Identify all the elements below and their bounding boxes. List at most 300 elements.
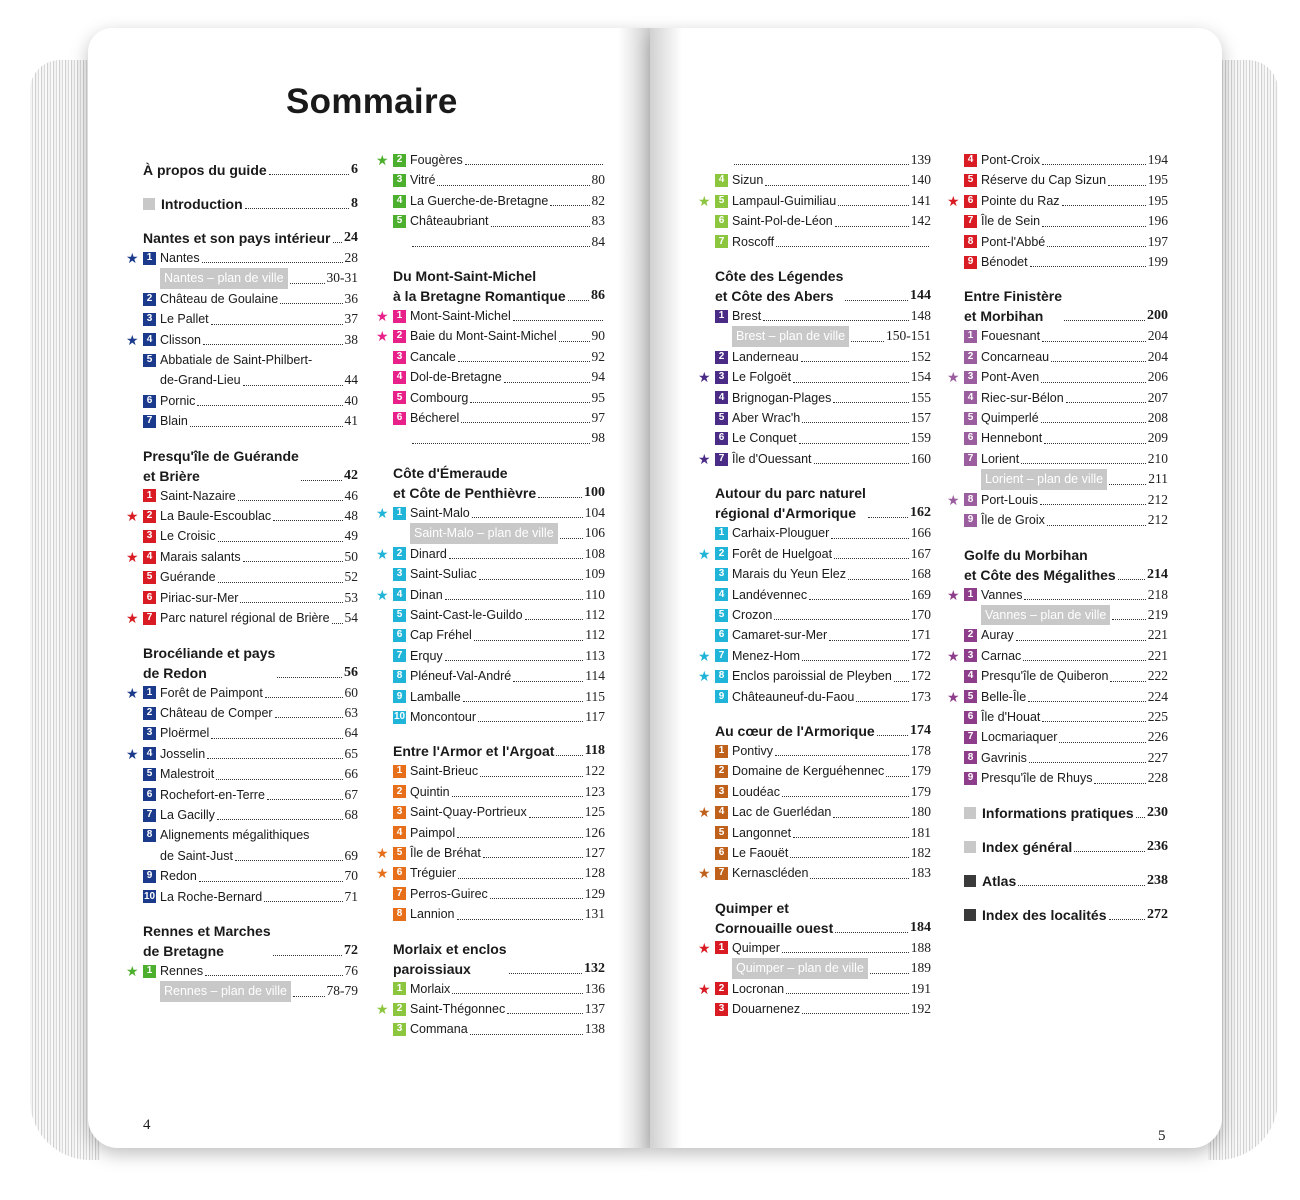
star-icon: ★ xyxy=(376,545,389,562)
dot-leader xyxy=(243,385,343,386)
toc-item[interactable] xyxy=(143,764,358,784)
page-ref: 212 xyxy=(1147,491,1168,507)
number-badge: 2 xyxy=(964,351,977,364)
number-badge: 2 xyxy=(143,293,156,306)
toc-item[interactable] xyxy=(964,347,1168,367)
dot-leader xyxy=(269,174,349,175)
toc-item[interactable] xyxy=(393,687,605,707)
toc-item[interactable] xyxy=(947,687,1168,707)
toc-item[interactable] xyxy=(947,585,1168,605)
toc-item[interactable] xyxy=(964,408,1168,428)
dot-leader xyxy=(265,697,343,698)
toc-item[interactable] xyxy=(698,979,931,999)
page-ref: 272 xyxy=(1147,906,1168,922)
page-ref: 219 xyxy=(1147,606,1168,622)
toc-item[interactable] xyxy=(698,863,931,883)
toc-item[interactable] xyxy=(964,252,1168,272)
page-ref: 94 xyxy=(591,369,605,385)
toc-item[interactable] xyxy=(964,707,1168,727)
item-title: Landévennec xyxy=(732,587,808,602)
page-ref: 63 xyxy=(344,704,358,720)
toc-item[interactable] xyxy=(947,646,1168,666)
page-ref: 192 xyxy=(910,1001,931,1016)
page-ref: 226 xyxy=(1147,729,1168,745)
dot-leader xyxy=(458,361,590,362)
toc-item[interactable] xyxy=(715,211,931,231)
item-title: Réserve du Cap Sizun xyxy=(981,173,1107,188)
star-icon: ★ xyxy=(126,548,139,565)
item-title: Marais du Yeun Elez xyxy=(732,567,846,582)
dot-leader xyxy=(483,857,583,858)
star-icon: ★ xyxy=(947,647,960,664)
item-title: Aber Wrac'h xyxy=(732,411,801,426)
page-ref: 90 xyxy=(591,328,605,344)
page-ref: 24 xyxy=(344,230,358,245)
number-badge: 2 xyxy=(143,707,156,720)
item-title: Langonnet xyxy=(732,825,792,840)
toc-item-continuation[interactable] xyxy=(715,150,931,170)
toc-item[interactable] xyxy=(143,350,358,370)
page-ref: 172 xyxy=(910,668,931,684)
number-badge: 4 xyxy=(143,747,156,760)
toc-section[interactable] xyxy=(715,721,931,741)
item-title: Gavrinis xyxy=(981,750,1027,765)
page-ref: 155 xyxy=(910,389,931,405)
toc-item[interactable] xyxy=(376,863,605,883)
toc-item[interactable] xyxy=(143,391,358,411)
page-ref: 76 xyxy=(344,962,358,978)
dot-leader xyxy=(1042,721,1145,722)
section-square-icon xyxy=(964,875,976,887)
toc-item[interactable] xyxy=(393,904,605,924)
city-map-item[interactable] xyxy=(715,958,931,978)
dot-leader xyxy=(886,776,909,777)
toc-item[interactable] xyxy=(393,347,605,367)
number-badge: 1 xyxy=(715,310,728,323)
number-badge: 5 xyxy=(715,826,728,839)
toc-item[interactable] xyxy=(715,823,931,843)
toc-section[interactable] xyxy=(964,871,1168,891)
number-badge: 8 xyxy=(964,751,977,764)
dot-leader xyxy=(765,185,908,186)
toc-item[interactable] xyxy=(143,723,358,743)
toc-item[interactable] xyxy=(376,503,605,523)
toc-item[interactable] xyxy=(715,585,931,605)
star-icon: ★ xyxy=(698,865,711,882)
toc-item[interactable] xyxy=(947,490,1168,510)
item-title: Pléneuf-Val-André xyxy=(410,669,512,684)
page-ref: 117 xyxy=(585,708,605,724)
toc-item[interactable] xyxy=(143,526,358,546)
star-icon: ★ xyxy=(947,369,960,386)
section-title: Brocéliande et pays de Redon xyxy=(143,644,276,681)
toc-item[interactable] xyxy=(964,748,1168,768)
toc-item[interactable] xyxy=(715,782,931,802)
city-map-item[interactable] xyxy=(393,523,605,543)
item-title: Le Faouët xyxy=(732,845,789,860)
toc-item[interactable] xyxy=(715,306,931,326)
city-map-label: Vannes – plan de ville xyxy=(981,605,1110,625)
city-map-item[interactable] xyxy=(143,268,358,288)
toc-item[interactable] xyxy=(715,843,931,863)
toc-section[interactable] xyxy=(143,194,358,214)
number-badge: 1 xyxy=(964,330,977,343)
dot-leader xyxy=(1018,885,1145,886)
toc-item[interactable] xyxy=(964,211,1168,231)
page-ref: 123 xyxy=(584,783,605,799)
dot-leader xyxy=(538,497,582,498)
page-ref: 126 xyxy=(584,824,605,840)
toc-item[interactable] xyxy=(715,999,931,1019)
toc-item[interactable] xyxy=(376,544,605,564)
section-title: Golfe du Morbihan et Côte des Mégalithes xyxy=(964,546,1116,583)
toc-item[interactable] xyxy=(715,523,931,543)
toc-item[interactable] xyxy=(143,567,358,587)
toc-item[interactable] xyxy=(715,347,931,367)
toc-item[interactable] xyxy=(698,938,931,958)
toc-item[interactable] xyxy=(126,683,358,703)
item-title: Forêt de Huelgoat xyxy=(732,546,833,561)
toc-item[interactable] xyxy=(393,823,605,843)
dot-leader xyxy=(457,837,583,838)
star-icon: ★ xyxy=(698,545,711,562)
toc-item[interactable] xyxy=(393,782,605,802)
toc-item[interactable] xyxy=(126,506,358,526)
toc-item[interactable] xyxy=(143,588,358,608)
toc-item[interactable] xyxy=(393,1019,605,1039)
toc-item[interactable] xyxy=(947,367,1168,387)
toc-item[interactable] xyxy=(964,727,1168,747)
star-icon: ★ xyxy=(126,331,139,348)
dot-leader xyxy=(461,422,589,423)
dot-leader xyxy=(458,878,583,879)
toc-item[interactable] xyxy=(143,805,358,825)
number-badge: 3 xyxy=(393,351,406,364)
dot-leader xyxy=(513,320,603,321)
toc-section[interactable] xyxy=(143,228,358,248)
toc-item[interactable] xyxy=(393,646,605,666)
toc-item[interactable] xyxy=(143,289,358,309)
item-title: Brignogan-Plages xyxy=(732,390,832,405)
toc-item[interactable] xyxy=(964,388,1168,408)
star-icon: ★ xyxy=(376,1001,389,1017)
toc-item[interactable] xyxy=(715,687,931,707)
toc-section[interactable] xyxy=(143,643,358,683)
page-ref: 160 xyxy=(910,450,931,466)
toc-item[interactable] xyxy=(143,703,358,723)
toc-section[interactable] xyxy=(964,837,1168,857)
toc-section[interactable] xyxy=(964,545,1168,585)
toc-item[interactable] xyxy=(715,408,931,428)
page-ref: 44 xyxy=(344,372,358,388)
toc-item[interactable] xyxy=(126,547,358,567)
item-title: Fougères xyxy=(410,153,463,167)
toc-item[interactable] xyxy=(964,428,1168,448)
number-badge: 2 xyxy=(393,1003,406,1016)
item-title: Saint-Pol-de-Léon xyxy=(732,214,833,229)
toc-item[interactable] xyxy=(126,608,358,628)
page-ref: 166 xyxy=(910,525,931,541)
page-title: Sommaire xyxy=(286,82,458,121)
toc-item[interactable] xyxy=(964,510,1168,530)
toc-item[interactable] xyxy=(143,887,358,907)
dot-leader xyxy=(478,721,583,722)
dot-leader xyxy=(1023,660,1145,661)
toc-item[interactable] xyxy=(376,843,605,863)
item-title: de Saint-Just xyxy=(160,848,233,863)
page-ref: 64 xyxy=(344,725,358,741)
toc-item[interactable] xyxy=(393,408,605,428)
toc-item[interactable] xyxy=(143,411,358,431)
dot-leader xyxy=(848,579,909,580)
toc-item[interactable] xyxy=(143,785,358,805)
page-ref: 188 xyxy=(910,939,931,955)
page-ref: 167 xyxy=(910,545,931,561)
toc-section[interactable] xyxy=(964,286,1168,326)
dot-leader xyxy=(412,443,590,444)
dot-leader xyxy=(218,582,343,583)
toc-section[interactable] xyxy=(393,463,605,503)
toc-section[interactable] xyxy=(393,741,605,761)
toc-item[interactable] xyxy=(698,544,931,564)
page-ref: 150-151 xyxy=(886,328,931,344)
page-ref: 69 xyxy=(344,847,358,863)
city-map-label: Rennes – plan de ville xyxy=(160,981,291,1001)
toc-section[interactable] xyxy=(143,160,358,180)
dot-leader xyxy=(190,426,343,427)
toc-item[interactable] xyxy=(698,449,931,469)
toc-item[interactable] xyxy=(964,326,1168,346)
toc-item[interactable] xyxy=(715,232,931,252)
item-title: Saint-Suliac xyxy=(410,567,477,582)
toc-item[interactable] xyxy=(143,486,358,506)
star-icon: ★ xyxy=(376,844,389,861)
number-badge: 5 xyxy=(715,195,728,208)
page-ref: 171 xyxy=(910,627,931,643)
toc-item[interactable] xyxy=(126,330,358,350)
toc-item[interactable] xyxy=(393,564,605,584)
page-ref: 50 xyxy=(344,548,358,564)
number-badge: 2 xyxy=(393,785,406,798)
toc-section[interactable] xyxy=(715,266,931,306)
toc-item[interactable] xyxy=(715,428,931,448)
toc-item[interactable] xyxy=(964,232,1168,252)
toc-item-continuation[interactable] xyxy=(143,370,358,390)
dot-leader xyxy=(243,561,343,562)
number-badge: 4 xyxy=(964,670,977,683)
toc-item[interactable] xyxy=(126,248,358,268)
dot-leader xyxy=(782,796,909,797)
toc-item[interactable] xyxy=(393,979,605,999)
page-ref: 189 xyxy=(910,960,931,976)
toc-item[interactable] xyxy=(698,646,931,666)
number-badge: 2 xyxy=(715,547,728,560)
item-title: Commana xyxy=(410,1022,468,1037)
toc-item[interactable] xyxy=(376,150,605,170)
toc-item[interactable] xyxy=(143,825,358,845)
toc-section[interactable] xyxy=(715,898,931,938)
dot-leader xyxy=(556,755,582,756)
toc-item-continuation[interactable] xyxy=(393,232,605,252)
dot-leader xyxy=(877,735,908,736)
toc-item[interactable] xyxy=(698,802,931,822)
dot-leader xyxy=(293,996,325,997)
toc-section[interactable] xyxy=(393,266,605,306)
toc-item[interactable] xyxy=(393,707,605,727)
toc-item[interactable] xyxy=(376,326,605,346)
toc-item[interactable] xyxy=(698,367,931,387)
toc-item[interactable] xyxy=(715,605,931,625)
toc-item[interactable] xyxy=(126,961,358,981)
city-map-item[interactable] xyxy=(964,605,1168,625)
item-title: Roscoff xyxy=(732,234,775,249)
toc-item[interactable] xyxy=(376,306,605,326)
page-ref: 125 xyxy=(584,804,605,820)
item-title: Île de Bréhat xyxy=(410,845,481,860)
toc-item[interactable] xyxy=(964,150,1168,170)
page-ref: 98 xyxy=(591,430,605,446)
item-title: Nantes xyxy=(160,251,200,265)
number-badge: 9 xyxy=(393,690,406,703)
section-square-icon xyxy=(964,807,976,819)
page-ref: 28 xyxy=(344,250,358,265)
toc-item-continuation[interactable] xyxy=(143,846,358,866)
number-badge: 4 xyxy=(964,391,977,404)
dot-leader xyxy=(802,422,909,423)
toc-item[interactable] xyxy=(964,625,1168,645)
toc-item[interactable] xyxy=(964,666,1168,686)
toc-item[interactable] xyxy=(393,170,605,190)
item-title: Quintin xyxy=(410,784,450,799)
toc-section[interactable] xyxy=(143,921,358,961)
toc-item[interactable] xyxy=(698,191,931,211)
dot-leader xyxy=(763,320,909,321)
toc-column-3 xyxy=(698,150,931,1019)
dot-leader xyxy=(776,246,929,247)
number-badge: 3 xyxy=(143,313,156,326)
number-badge: 1 xyxy=(143,686,156,699)
section-title: Du Mont-Saint-Michel à la Bretagne Romantique xyxy=(393,268,566,305)
page-ref: 148 xyxy=(910,308,931,324)
item-title: Douarnenez xyxy=(732,1002,801,1016)
dot-leader xyxy=(1042,226,1146,227)
item-title: Redon xyxy=(160,869,197,884)
toc-item[interactable] xyxy=(393,625,605,645)
toc-item[interactable] xyxy=(964,449,1168,469)
toc-section[interactable] xyxy=(715,483,931,523)
toc-item[interactable] xyxy=(715,625,931,645)
toc-item[interactable] xyxy=(393,761,605,781)
dot-leader xyxy=(1109,484,1146,485)
item-title: Concarneau xyxy=(981,349,1050,364)
page-ref: 204 xyxy=(1147,348,1168,364)
toc-item[interactable] xyxy=(964,170,1168,190)
number-badge: 6 xyxy=(143,591,156,604)
city-map-item[interactable] xyxy=(964,469,1168,489)
toc-column-4 xyxy=(947,150,1168,925)
dot-leader xyxy=(472,517,583,518)
item-title: Perros-Guirec xyxy=(410,886,488,901)
dot-leader xyxy=(1041,422,1146,423)
toc-item[interactable] xyxy=(715,388,931,408)
toc-item[interactable] xyxy=(393,191,605,211)
toc-item[interactable] xyxy=(126,744,358,764)
item-title: La Baule-Escoublac xyxy=(160,509,272,524)
section-title: Quimper et Cornouaille ouest xyxy=(715,899,834,936)
number-badge: 2 xyxy=(715,351,728,364)
dot-leader xyxy=(1059,742,1145,743)
item-title: Baie du Mont-Saint-Michel xyxy=(410,329,557,344)
star-icon: ★ xyxy=(126,684,139,701)
toc-item[interactable] xyxy=(964,768,1168,788)
page-ref: 56 xyxy=(344,664,358,680)
toc-item[interactable] xyxy=(376,999,605,1019)
toc-item[interactable] xyxy=(393,884,605,904)
page-ref: 40 xyxy=(344,392,358,408)
toc-item[interactable] xyxy=(393,802,605,822)
item-title: Bécherel xyxy=(410,411,460,426)
toc-section[interactable] xyxy=(964,803,1168,823)
toc-item[interactable] xyxy=(376,585,605,605)
dot-leader xyxy=(273,955,342,956)
item-title: Kernascléden xyxy=(732,866,809,881)
toc-item[interactable] xyxy=(715,761,931,781)
toc-item[interactable] xyxy=(947,191,1168,211)
page-ref: 136 xyxy=(584,980,605,996)
dot-leader xyxy=(445,599,584,600)
dot-leader xyxy=(513,681,583,682)
number-badge: 6 xyxy=(715,629,728,642)
page-ref: 70 xyxy=(344,868,358,884)
star-icon: ★ xyxy=(126,508,139,525)
toc-item[interactable] xyxy=(393,388,605,408)
number-badge: 6 xyxy=(715,847,728,860)
toc-section[interactable] xyxy=(964,905,1168,925)
number-badge: 5 xyxy=(143,354,156,367)
page-ref: 195 xyxy=(1147,172,1168,188)
toc-section[interactable] xyxy=(393,939,605,979)
toc-section[interactable] xyxy=(143,446,358,486)
dot-leader xyxy=(1021,463,1146,464)
item-title: Carhaix-Plouguer xyxy=(732,526,830,541)
toc-item[interactable] xyxy=(393,211,605,231)
toc-item[interactable] xyxy=(143,309,358,329)
city-map-item[interactable] xyxy=(715,326,931,346)
item-title: Menez-Hom xyxy=(732,648,801,663)
number-badge: 1 xyxy=(715,745,728,758)
city-map-item[interactable] xyxy=(143,981,358,1001)
toc-item[interactable] xyxy=(715,170,931,190)
number-badge: 6 xyxy=(143,395,156,408)
toc-item-continuation[interactable] xyxy=(393,428,605,448)
toc-column-2 xyxy=(376,150,605,1040)
toc-item[interactable] xyxy=(715,564,931,584)
toc-item[interactable] xyxy=(715,741,931,761)
toc-item[interactable] xyxy=(698,666,931,686)
dot-leader xyxy=(814,463,909,464)
toc-item[interactable] xyxy=(393,605,605,625)
number-badge: 3 xyxy=(393,174,406,187)
number-badge: 7 xyxy=(964,731,977,744)
toc-item[interactable] xyxy=(143,866,358,886)
item-title: Château de Comper xyxy=(160,705,273,720)
toc-item[interactable] xyxy=(393,666,605,686)
page-ref: 184 xyxy=(910,919,931,935)
page-ref: 200 xyxy=(1147,308,1168,324)
dot-leader xyxy=(1064,320,1145,321)
toc-item[interactable] xyxy=(393,367,605,387)
page-ref: 168 xyxy=(910,566,931,582)
